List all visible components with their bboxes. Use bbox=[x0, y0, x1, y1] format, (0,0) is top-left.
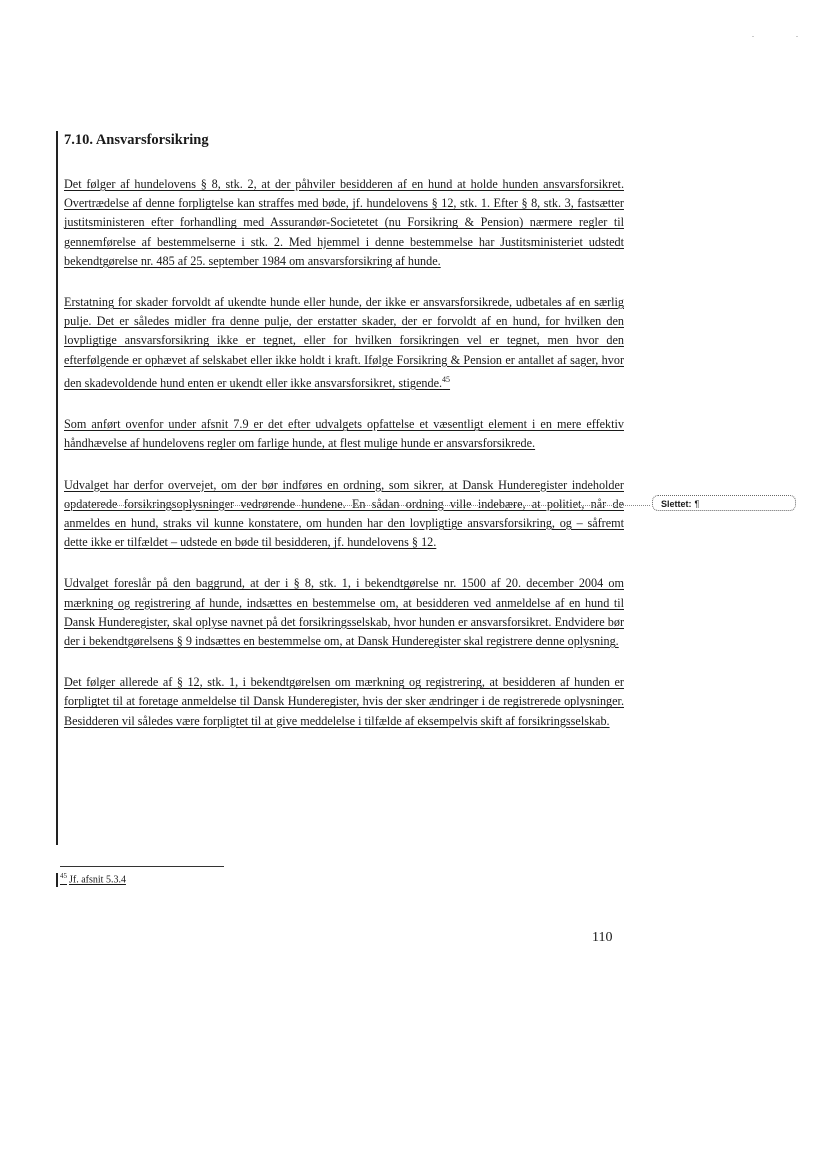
paragraph: Det følger allerede af § 12, stk. 1, i bekendtgørelsen om mærkning og registrering, at besidderen af hunden er forpligtet til at foretage anmeldelse til Dansk Hunderegister, hvis der sker ændringer i de registrerede oplysninger. Besidderen vil således være forpligtet til at give meddelelse i tilfælde af eksempelvis skift af forsikringsselskab. bbox=[64, 675, 624, 728]
footnote-reference[interactable]: 45 bbox=[442, 374, 451, 384]
paragraph-text: Erstatning for skader forvoldt af ukendte hunde eller hunde, der ikke er ansvarsforsikrede, udbetales af en særlig pulje. Det er således midler fra denne pulje, der erstatter skader, der er forvoldt af en hund, for hvilken den lovpligtige ansvarsforsikring ikke er tegnet, eller for hvilken forsikringen vel er tegnet, men hvor den efterfølgende er ophævet af selskabet eller ikke holdt i kraft. Ifølge Forsikring & Pension er antallet af sager, hvor den skadevoldende hund enten er ukendt eller ikke ansvarsforsikret, stigende. bbox=[64, 295, 624, 390]
comment-connector-line bbox=[64, 505, 650, 506]
scan-mark: . bbox=[796, 30, 798, 39]
paragraph: Som anført ovenfor under afsnit 7.9 er det efter udvalgets opfattelse et væsentligt element i en mere effektiv håndhævelse af hundelovens regler om farlige hunde, at flest mulige hunde er ansvarsforsikrede. bbox=[64, 417, 624, 451]
paragraph-mark: ¶ bbox=[694, 499, 700, 509]
paragraph: Udvalget foreslår på den baggrund, at der i § 8, stk. 1, i bekendtgørelse nr. 1500 af 20. december 2004 om mærkning og registrering af hunde, indsættes en bestemmelse om, at besidderen ved anmeldelse af en hund til Dansk Hunderegister, skal oplyse navnet på det forsikringsselskab, hvor hunden er ansvarsforsikret. Endvidere bør der i bekendtgørelsens § 9 indsættes en bestemmelse om, at Dansk Hunderegister skal registrere denne oplysning. bbox=[64, 576, 624, 648]
footnote-number: 45 bbox=[60, 872, 67, 880]
deletion-comment-balloon[interactable] bbox=[652, 495, 796, 511]
document-body bbox=[64, 132, 624, 731]
footnote-text: Jf. afsnit 5.3.4 bbox=[69, 874, 126, 886]
page-number: 110 bbox=[592, 930, 613, 945]
change-bar bbox=[56, 873, 58, 887]
paragraph bbox=[64, 293, 624, 393]
section-heading: 7.10. Ansvarsforsikring bbox=[64, 132, 209, 148]
paragraph: Det følger af hundelovens § 8, stk. 2, at der påhviler besidderen af en hund at holde hunden ansvarsforsikret. Overtrædelse af denne forpligtelse kan straffes med bøde, jf. hundelovens § 12, stk. 1. Efter § 8, stk. 3, fastsætter justitsministeren efter forhandling med Assurandør-Societetet (nu Forsikring & Pension) nærmere regler til gennemførelse af bestemmelserne i stk. 2. Med hjemmel i denne bestemmelse har Justitsministeriet udstedt bekendtgørelse nr. 485 af 25. september 1984 om ansvarsforsikring af hunde. bbox=[64, 177, 624, 268]
scan-mark: . bbox=[752, 30, 754, 39]
comment-label: Slettet: bbox=[661, 499, 692, 509]
change-bar bbox=[56, 131, 58, 845]
paragraph: Udvalget har derfor overvejet, om der bør indføres en ordning, som sikrer, at Dansk Hunderegister indeholder opdaterede forsikringsoplysninger vedrørende hundene. En sådan ordning ville indebære, at politiet, når de anmeldes en hund, straks vil kunne konstatere, om hunden har den lovpligtige ansvarsforsikring, og – såfremt dette ikke er tilfældet – udstede en bøde til besidderen, jf. hundelovens § 12. bbox=[64, 477, 624, 550]
footnote-separator bbox=[60, 866, 224, 867]
footnote bbox=[60, 872, 126, 885]
